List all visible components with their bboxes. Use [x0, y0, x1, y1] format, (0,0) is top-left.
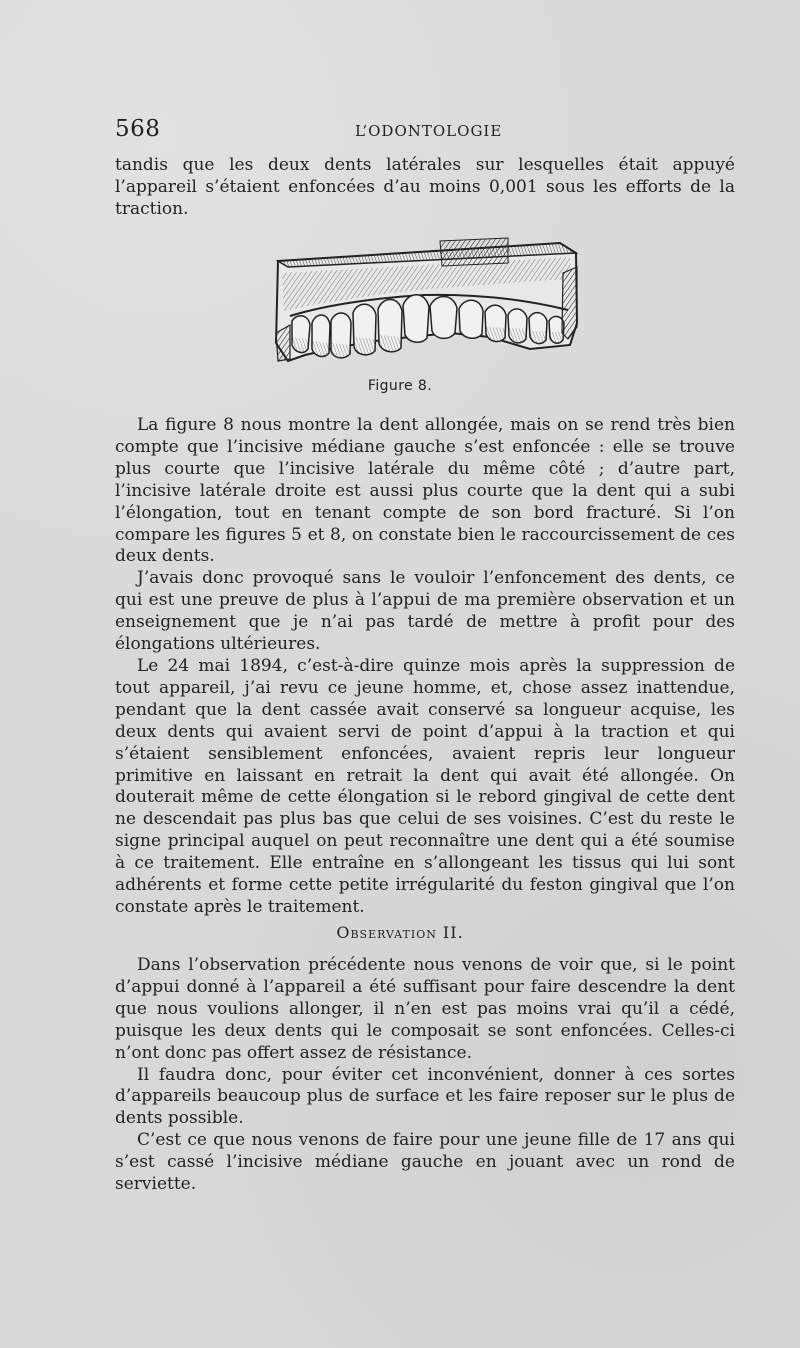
paragraph: La figure 8 nous montre la dent allongée, mais on se rend très bien compte que l’incisive médiane gauche s’est enfoncée : elle se trouve plus courte que l’incisive latérale du même côté ; d’autre part, l’incisive latérale droite est aussi plus courte que la dent qui a subi l’élongation, tout en tenant compte de son bord fracturé. Si l’on compare les figures 5 et 8, on constate bien le raccourcissement de ces deux dents.	[115, 415, 735, 567]
main-text	[115, 415, 735, 919]
section-heading: Observation II.	[336, 923, 464, 942]
paragraph: Dans l’observation précédente nous venons de voir que, si le point d’appui donné à l’appareil a été suffisant pour faire descendre la dent que nous voulions allonger, il n’en est pas moins vrai qu’il a cédé, puisque les deux dents qui le composait se sont enfoncées. Celles-ci n’ont donc pas offert assez de résistance.	[115, 955, 735, 1063]
dental-cast-drawing	[270, 233, 582, 373]
running-title: L’ODONTOLOGIE	[355, 122, 503, 140]
intro-text	[115, 155, 735, 221]
paragraph: C’est ce que nous venons de faire pour une jeune fille de 17 ans qui s’est cassé l’incisive médiane gauche en jouant avec un rond de serviette.	[115, 1130, 735, 1195]
paragraph: J’avais donc provoqué sans le vouloir l’enfoncement des dents, ce qui est une preuve de plus à l’appui de ma première observation et un enseignement que je n’ai pas tardé de mettre à profit pour des élongations ultérieures.	[115, 568, 735, 655]
paragraph: tandis que les deux dents latérales sur lesquelles était appuyé l’appareil s’étaient enfoncées d’au moins 0,001 sous les efforts de la traction.	[115, 155, 735, 219]
observation-text	[115, 955, 735, 1196]
figure-caption: Figure 8.	[367, 378, 433, 394]
page-header	[115, 116, 735, 146]
dental-cast-illustration	[270, 233, 582, 373]
paragraph: Il faudra donc, pour éviter cet inconvénient, donner à ces sortes d’appareils beaucoup plus de surface et les faire reposer sur le plus de dents possible.	[115, 1064, 735, 1129]
paragraph: Le 24 mai 1894, c’est-à-dire quinze mois après la suppression de tout appareil, j’ai revu ce jeune homme, et, chose assez inattendue, pendant que la dent cassée avait conservé sa longueur acquise, les deux dents qui avaient servi de point d’appui à la traction et qui s’étaient sensiblement enfoncées, avaient repris leur longueur primitive en laissant en retrait la dent qui avait été allongée. On douterait même de cette élongation si le rebord gingival de cette dent ne descendait pas plus bas que celui de ses voisines. C’est du reste le signe principal auquel on peut reconnaître une dent qui a été soumise à ce traitement. Elle entraîne en s’allongeant les tissus qui lui sont adhérents et forme cette petite irrégularité du feston gingival que l’on constate après le traitement.	[115, 655, 735, 917]
page-number: 568	[115, 116, 161, 142]
